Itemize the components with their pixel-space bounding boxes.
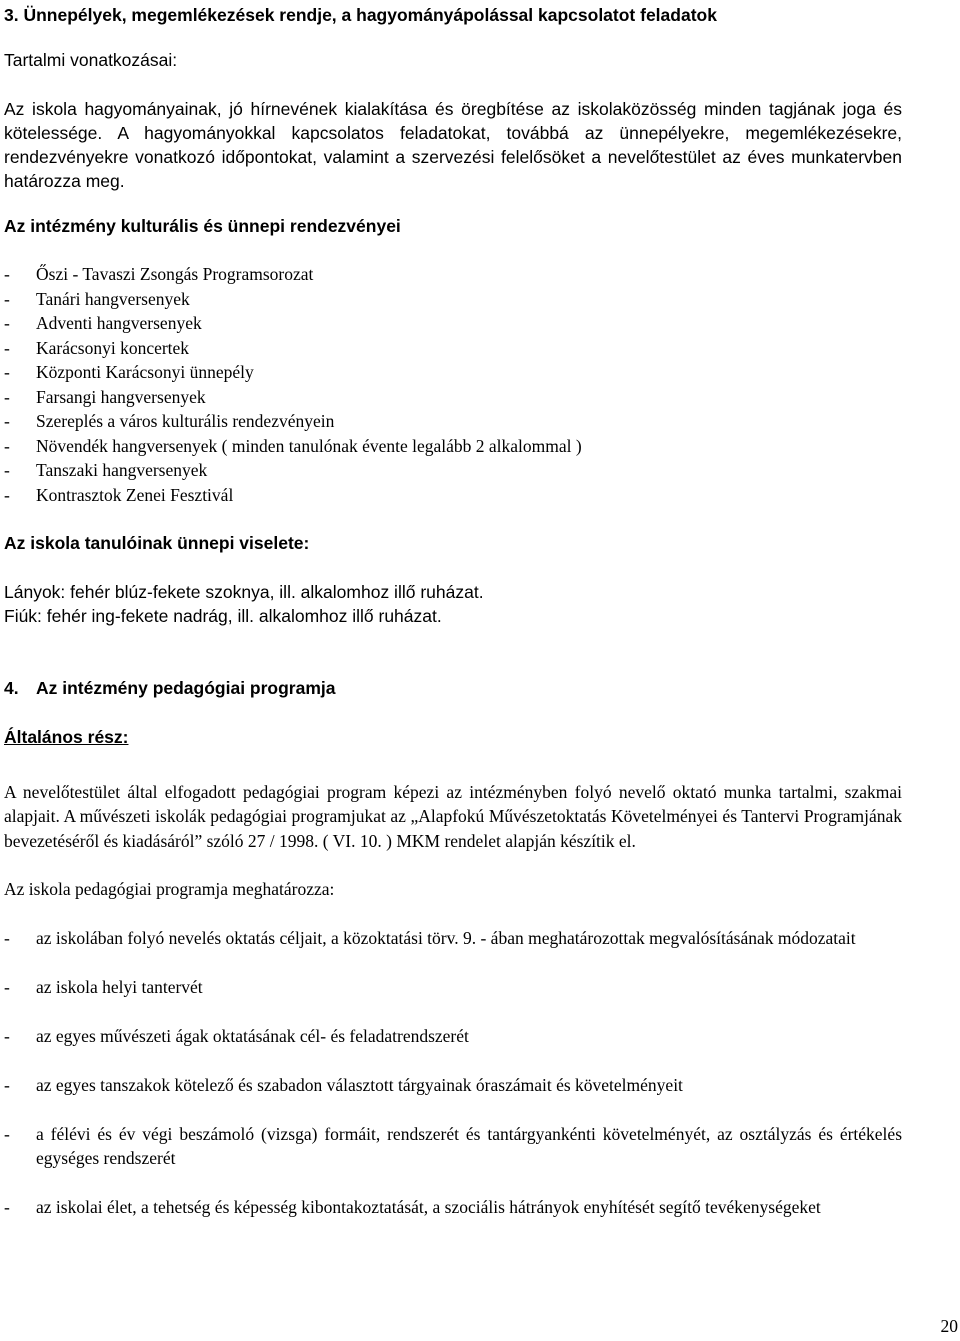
section-3-title: 3. Ünnepélyek, megemlékezések rendje, a hagyományápolással kapcsolatot feladatok [4, 5, 717, 25]
list-item: - Farsangi hangversenyek [4, 386, 206, 407]
program-items-list [4, 926, 902, 1220]
program-paragraph: A nevelőtestület által elfogadott pedagógiai program képezi az intézményben folyó nevelő oktató munka tartalmi, szakmai alapjait. A művészeti iskolák pedagógiai programjukat az „Alapfokú Művészetoktatás Követelményei és Tantervi Programjának bevezetéséről és kiadásáról” szóló 27 / 1998. ( VI. 10. ) MKM rendelet alapján készítik el. [4, 781, 902, 851]
content-aspects-label: Tartalmi vonatkozásai: [4, 50, 178, 70]
events-heading: Az intézmény kulturális és ünnepi rendezvényei [4, 215, 401, 236]
page-number: 20 [940, 1315, 958, 1336]
general-part-heading: Általános rész: [4, 727, 129, 748]
section-4-title-text: Az intézmény pedagógiai programja [36, 677, 336, 698]
list-item: - a félévi és év végi beszámoló (vizsga) formáit, rendszerét és tantárgyankénti követelményét, az osztályzás és értékelés egységes rendszerét [4, 1123, 902, 1169]
attire-girls: Lányok: fehér blúz-fekete szoknya, ill. alkalomhoz illő ruházat. [4, 581, 484, 602]
list-item: - Kontrasztok Zenei Fesztivál [4, 484, 234, 505]
list-item: - Őszi - Tavaszi Zsongás Programsorozat [4, 264, 314, 285]
list-item: - Tanszaki hangversenyek [4, 460, 208, 481]
list-item: - az iskolában folyó nevelés oktatás céljait, a közoktatási törv. 9. - ában meghatározottak megvalósításának módozatait [4, 927, 856, 948]
list-item: - Karácsonyi koncertek [4, 337, 190, 358]
list-item: - Központi Karácsonyi ünnepély [4, 362, 254, 383]
document-page [4, 3, 902, 1244]
section-number: 4. [4, 677, 19, 698]
traditions-paragraph: Az iskola hagyományainak, jó hírnevének kialakítása és öregbítése az iskolaközösség minden tagjának joga és kötelessége. A hagyományokkal kapcsolatos feladatokat, továbbá az ünnepélyekre, megemlékezésekre, rendezvényekre vonatkozó időpontokat, valamint a szervezési felelősöket a nevelőtestület az éves munkatervben határozza meg. [4, 98, 902, 192]
list-item: - az iskola helyi tantervét [4, 976, 203, 997]
attire-boys: Fiúk: fehér ing-fekete nadrág, ill. alkalomhoz illő ruházat. [4, 606, 442, 627]
list-item: - Adventi hangversenyek [4, 313, 202, 334]
list-item: - az iskolai élet, a tehetség és képesség kibontakoztatását, a szociális hátrányok enyhítését segítő tevékenységeket [4, 1197, 821, 1218]
list-item: - az egyes művészeti ágak oktatásának cél- és feladatrendszerét [4, 1025, 469, 1046]
list-item: - Növendék hangversenyek ( minden tanulónak évente legalább 2 alkalommal ) [4, 435, 582, 456]
list-item: - az egyes tanszakok kötelező és szabadon választott tárgyainak óraszámait és követelményeit [4, 1074, 683, 1095]
events-list [4, 262, 902, 507]
attire-heading: Az iskola tanulóinak ünnepi viselete: [4, 533, 310, 554]
section-4-title [4, 676, 902, 701]
list-item: - Szereplés a város kulturális rendezvényein [4, 411, 335, 432]
program-intro: Az iskola pedagógiai programja meghatározza: [4, 879, 335, 900]
list-item: - Tanári hangversenyek [4, 288, 190, 309]
